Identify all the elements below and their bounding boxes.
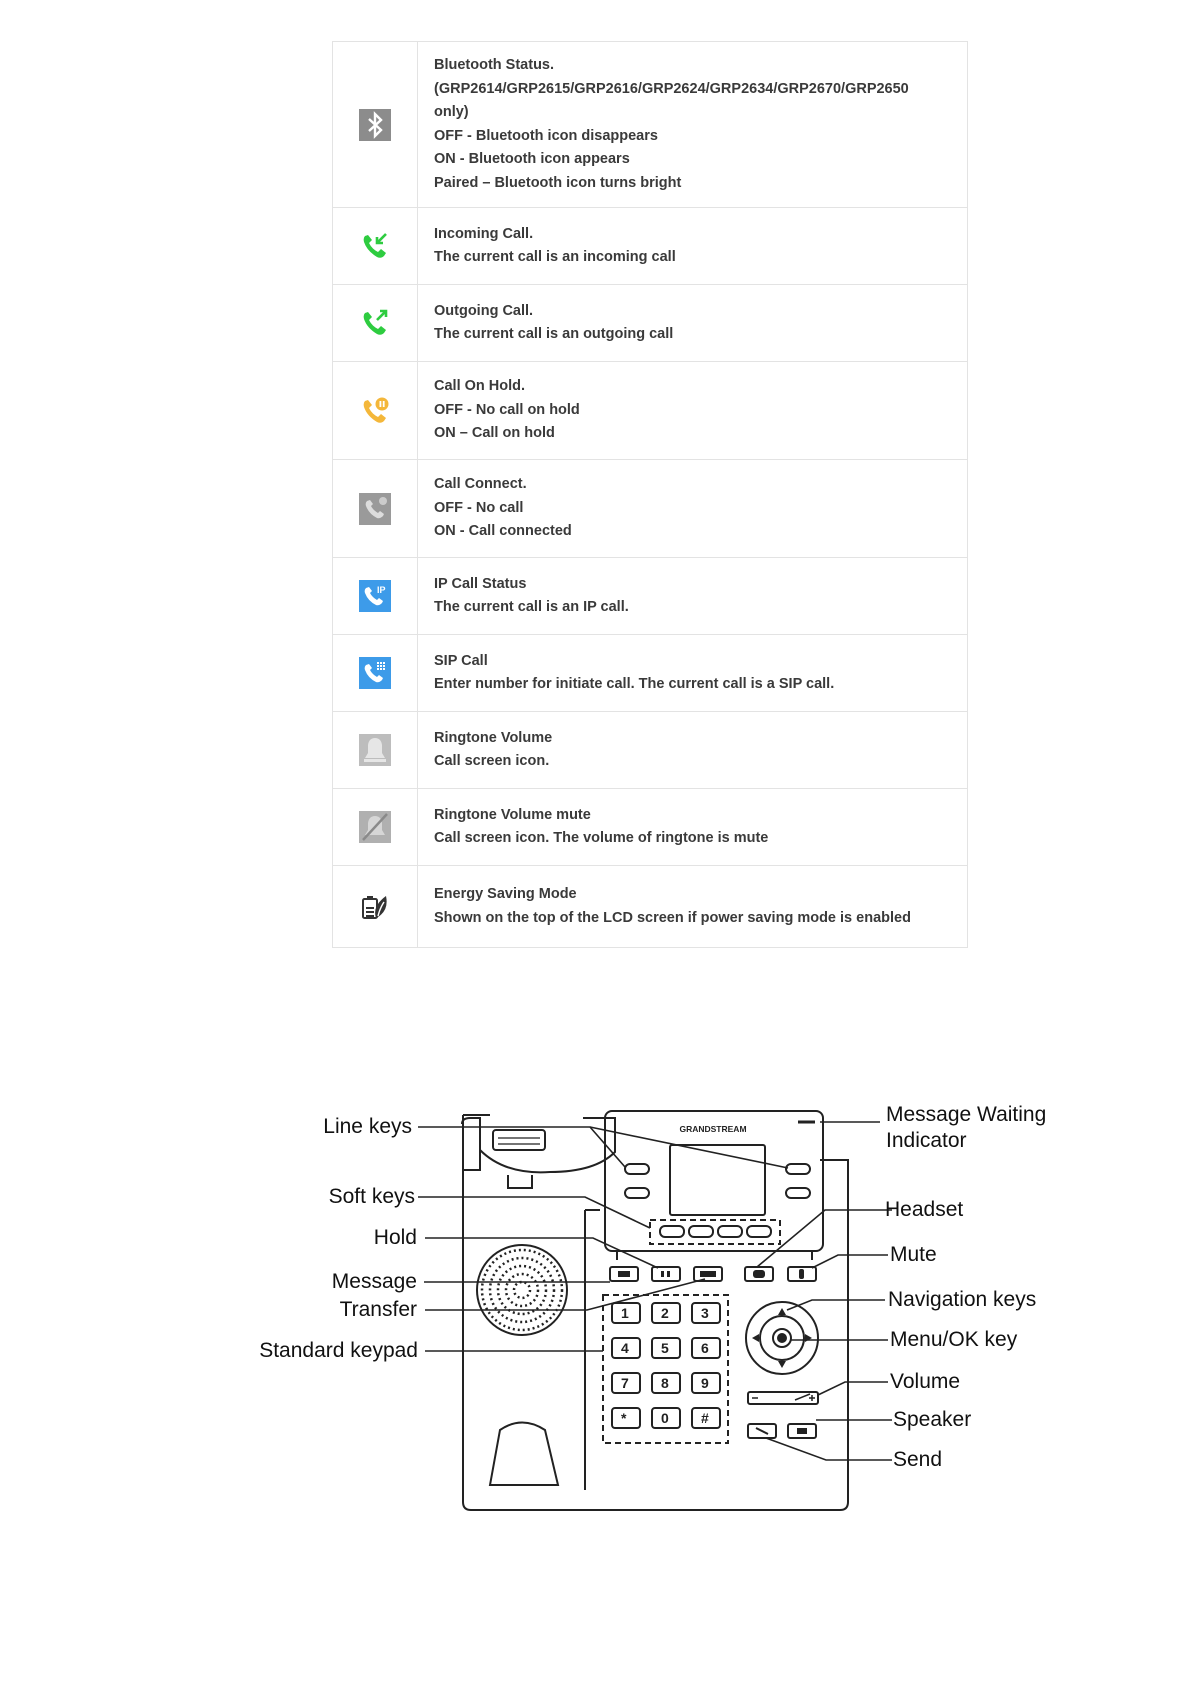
soft-key-2 xyxy=(689,1226,713,1237)
icon-title: Call Connect. xyxy=(434,476,527,493)
icon-description-line: (GRP2614/GRP2615/GRP2616/GRP2624/GRP2634/GRP2670/GRP2650 xyxy=(434,80,909,97)
description-cell xyxy=(418,866,968,948)
description-cell xyxy=(418,285,968,362)
label-navigation-keys: Navigation keys xyxy=(888,1288,1037,1311)
status-icon-row xyxy=(333,460,968,558)
description-cell xyxy=(418,635,968,712)
handset-rest xyxy=(490,1423,558,1486)
svg-text:IP: IP xyxy=(377,585,386,595)
status-icon-row xyxy=(333,789,968,866)
ringtone-volume-icon xyxy=(358,733,392,767)
icon-title: SIP Call xyxy=(434,652,488,669)
label-message: Message xyxy=(331,1270,417,1293)
keypad-key xyxy=(612,1408,640,1428)
status-icon-row xyxy=(333,285,968,362)
icon-description-line: Call screen icon. The volume of ringtone is mute xyxy=(434,830,769,846)
icon-cell xyxy=(333,558,418,635)
icon-cell xyxy=(333,866,418,948)
icon-title: Incoming Call. xyxy=(434,225,534,242)
label-soft-keys: Soft keys xyxy=(328,1185,415,1208)
description-cell xyxy=(418,362,968,460)
icon-description-line: The current call is an outgoing call xyxy=(434,326,674,342)
line-key-1 xyxy=(625,1164,649,1174)
description-cell xyxy=(418,460,968,558)
phone-illustration xyxy=(0,1110,1190,1540)
label-volume: Volume xyxy=(890,1370,961,1393)
status-icon-row xyxy=(333,362,968,460)
line-key-3 xyxy=(786,1164,810,1174)
line-key-2 xyxy=(625,1188,649,1198)
keypad-key-label: 0 xyxy=(661,1410,669,1426)
status-icon-table-body xyxy=(333,42,968,948)
label-message-waiting-line2: Indicator xyxy=(886,1129,967,1152)
incoming-call-icon xyxy=(358,229,392,263)
status-icon-row xyxy=(333,635,968,712)
icon-title: Call On Hold. xyxy=(434,378,526,395)
description-cell xyxy=(418,712,968,789)
ringtone-mute-icon xyxy=(358,810,392,844)
description-cell xyxy=(418,558,968,635)
ip-call-icon xyxy=(358,579,392,613)
keypad-key xyxy=(652,1338,680,1358)
keypad-key-label: 1 xyxy=(621,1305,629,1321)
hook-switch xyxy=(493,1130,545,1150)
label-mute: Mute xyxy=(890,1243,937,1266)
icon-cell xyxy=(333,208,418,285)
icon-description-line: only) xyxy=(434,104,469,120)
hold-key xyxy=(652,1267,680,1281)
keypad-key xyxy=(692,1303,720,1323)
icon-cell xyxy=(333,42,418,208)
line-key-4 xyxy=(786,1188,810,1198)
soft-key-4 xyxy=(747,1226,771,1237)
keypad-key xyxy=(652,1303,680,1323)
icon-cell xyxy=(333,712,418,789)
outgoing-call-icon xyxy=(358,306,392,340)
description-cell xyxy=(418,208,968,285)
icon-title: Bluetooth Status. xyxy=(434,57,555,73)
sip-call-icon xyxy=(358,656,392,690)
icon-title: Ringtone Volume mute xyxy=(434,806,591,823)
label-speaker: Speaker xyxy=(893,1408,972,1431)
keypad-key-label: 6 xyxy=(701,1340,709,1356)
keypad-key-label: 4 xyxy=(621,1340,629,1356)
status-icon-row xyxy=(333,42,968,208)
keypad-key xyxy=(692,1408,720,1428)
keypad-key-label: 2 xyxy=(661,1305,669,1321)
icon-description-line: Enter number for initiate call. The current call is a SIP call. xyxy=(434,676,835,692)
keypad-key xyxy=(612,1338,640,1358)
icon-description-line: Shown on the top of the LCD screen if power saving mode is enabled xyxy=(434,909,911,926)
status-icon-row xyxy=(333,208,968,285)
label-hold: Hold xyxy=(373,1226,417,1249)
status-icon-row xyxy=(333,558,968,635)
keypad-key-label: * xyxy=(621,1410,627,1426)
keypad-key-label: 9 xyxy=(701,1375,709,1391)
icon-description-line: OFF - No call on hold xyxy=(434,401,580,418)
label-message-waiting-line1: Message Waiting xyxy=(886,1103,1047,1126)
energy-saving-icon xyxy=(358,890,392,924)
label-headset: Headset xyxy=(885,1198,964,1221)
status-icon-table xyxy=(332,41,968,948)
description-cell xyxy=(418,789,968,866)
icon-cell xyxy=(333,789,418,866)
icon-description-line: ON – Call on hold xyxy=(434,425,555,442)
keypad-key-label: 5 xyxy=(661,1340,669,1356)
soft-key-1 xyxy=(660,1226,684,1237)
keypad-key-label: 3 xyxy=(701,1305,709,1321)
label-send: Send xyxy=(893,1448,943,1471)
label-line-keys: Line keys xyxy=(323,1115,412,1138)
label-menu-ok-key: Menu/OK key xyxy=(890,1328,1018,1351)
icon-title: Outgoing Call. xyxy=(434,302,534,319)
icon-title: Ringtone Volume xyxy=(434,729,553,746)
keypad-key-label: 8 xyxy=(661,1375,669,1391)
keypad-key xyxy=(612,1303,640,1323)
icon-description-line: OFF - Bluetooth icon disappears xyxy=(434,127,658,144)
keypad-key xyxy=(692,1338,720,1358)
call-connect-icon xyxy=(358,492,392,526)
icon-description-line: The current call is an incoming call xyxy=(434,249,676,265)
brand-logo: GRANDSTREAM xyxy=(679,1124,747,1134)
keypad-key-label: # xyxy=(701,1410,709,1426)
icon-description-line: OFF - No call xyxy=(434,499,524,516)
soft-key-3 xyxy=(718,1226,742,1237)
handset-cradle xyxy=(462,1118,615,1172)
icon-cell xyxy=(333,285,418,362)
lcd-screen xyxy=(670,1145,765,1215)
keypad-key xyxy=(612,1373,640,1393)
keypad-key xyxy=(652,1373,680,1393)
icon-cell xyxy=(333,635,418,712)
call-on-hold-icon xyxy=(358,394,392,428)
icon-title: IP Call Status xyxy=(434,575,527,592)
bluetooth-icon xyxy=(358,108,392,142)
icon-cell xyxy=(333,460,418,558)
icon-description-line: ON - Call connected xyxy=(434,523,572,540)
status-icon-row xyxy=(333,866,968,948)
keypad-key xyxy=(652,1408,680,1428)
keypad-key-label: 7 xyxy=(621,1375,629,1391)
label-standard-keypad: Standard keypad xyxy=(259,1339,418,1362)
status-icon-row xyxy=(333,712,968,789)
icon-title: Energy Saving Mode xyxy=(434,886,577,902)
keypad-key xyxy=(692,1373,720,1393)
soft-keys-box xyxy=(650,1220,780,1244)
icon-description-line: The current call is an IP call. xyxy=(434,599,629,615)
icon-description-line: Call screen icon. xyxy=(434,753,550,769)
description-cell xyxy=(418,42,968,208)
phone-diagram xyxy=(0,1103,1190,1540)
volume-bar xyxy=(748,1392,818,1404)
label-transfer: Transfer xyxy=(339,1298,417,1321)
icon-cell xyxy=(333,362,418,460)
leader-lines xyxy=(418,1122,892,1460)
icon-description-line: Paired – Bluetooth icon turns bright xyxy=(434,174,682,191)
icon-description-line: ON - Bluetooth icon appears xyxy=(434,151,630,167)
